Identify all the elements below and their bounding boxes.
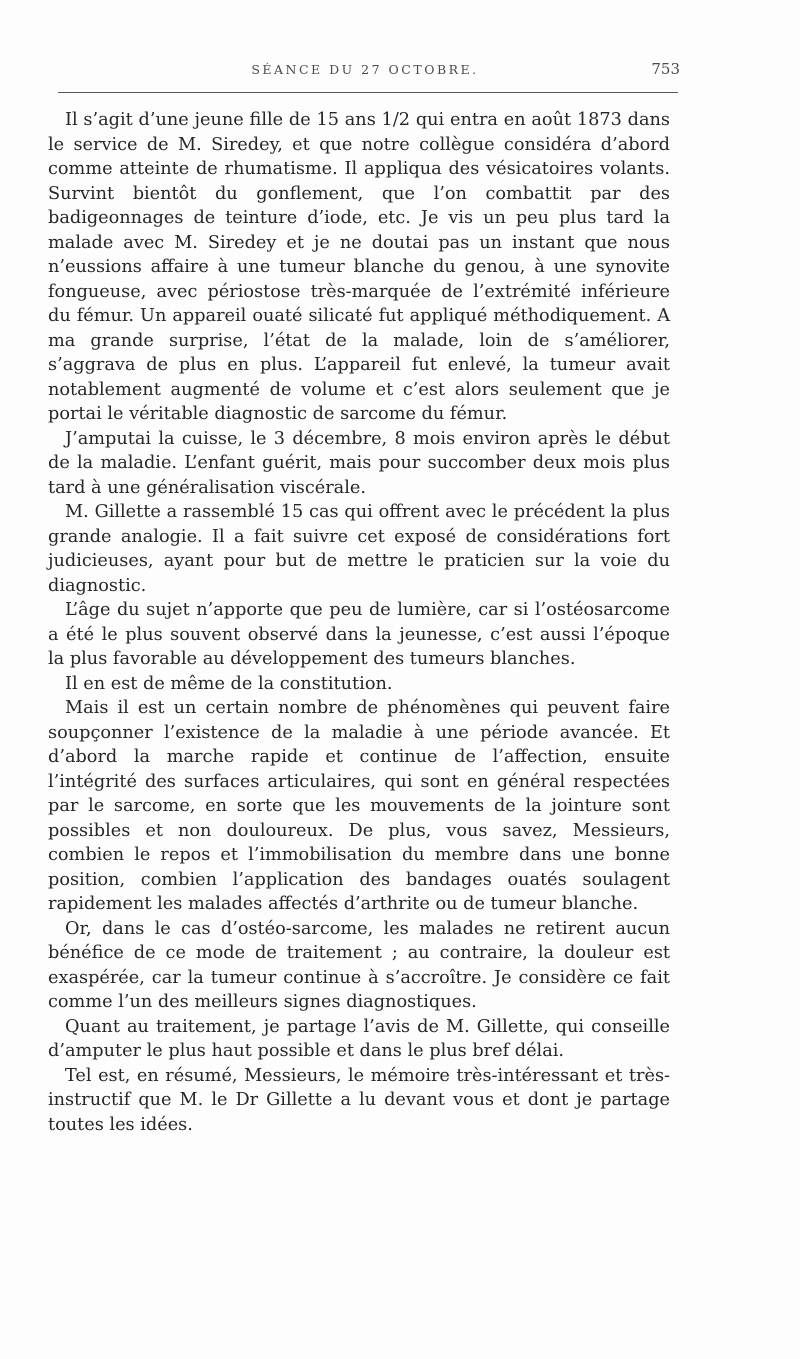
page-header xyxy=(50,58,680,84)
paragraph: Quant au traitement, je partage l’avis de M. Gillette, qui conseille d’amputer le plus haut possible et dans le plus bref délai. xyxy=(48,1016,670,1061)
paragraph: J’amputai la cuisse, le 3 décembre, 8 mois environ après le début de la maladie. L’enfant guérit, mais pour succomber deux mois plus tard à une généralisation viscérale. xyxy=(48,428,670,498)
paragraph: M. Gillette a rassemblé 15 cas qui offrent avec le précédent la plus grande analogie. Il a fait suivre cet exposé de considérations fort judicieuses, ayant pour but de mettre le praticien sur la voie du diagnostic. xyxy=(48,502,670,596)
paragraph: L’âge du sujet n’apporte que peu de lumière, car si l’ostéosarcome a été le plus souvent observé dans la jeunesse, c’est aussi l’époque la plus favorable au développement des tumeurs blanches. xyxy=(48,600,670,669)
paragraph: Il en est de même de la constitution. xyxy=(65,673,393,694)
paragraph: Il s’agit d’une jeune fille de 15 ans 1/2 qui entra en août 1873 dans le service de M. Siredey, et que notre collègue considéra d’abord comme atteinte de rhumatisme. Il appliqua des vésicatoires volants. Survint bientôt du gonflement, que l’on combattit par des badigeonnages de teinture d’iode, etc. Je vis un peu plus tard la malade avec M. Siredey et je ne doutai pas un instant que nous n’eussions affaire à une tumeur blanche du genou, à une synovite fongueuse, avec périostose très-marquée de l’extrémité inférieure du fémur. Un appareil ouaté silicaté fut appliqué méthodiquement. A ma grande surprise, l’état de la malade, loin de s’améliorer, s’aggrava de plus en plus. L’appareil fut enlevé, la tumeur avait notablement augmenté de volume et c’est alors seulement que je portai le véritable diagnostic de sarcome du fémur. xyxy=(48,110,670,424)
paragraph: Tel est, en résumé, Messieurs, le mémoire très-intéressant et très-instructif que M. le Dr Gillette a lu devant vous et dont je partage toutes les idées. xyxy=(48,1065,670,1135)
paragraph: Mais il est un certain nombre de phénomènes qui peuvent faire soupçonner l’existence de la maladie à une période avancée. Et d’abord la marche rapide et continue de l’affection, ensuite l’intégrité des surfaces articulaires, qui sont en général respectées par le sarcome, en sorte que les mouvements de la jointure sont possibles et non douloureux. De plus, vous savez, Messieurs, combien le repos et l’immobilisation du membre dans une bonne position, combien l’application des bandages ouatés soulagent rapidement les malades affectés d’arthrite ou de tumeur blanche. xyxy=(48,698,670,914)
header-rule xyxy=(58,92,678,93)
body-text xyxy=(48,108,670,1137)
paragraph: Or, dans le cas d’ostéo-sarcome, les malades ne retirent aucun bénéfice de ce mode de traitement ; au contraire, la douleur est exaspérée, car la tumeur continue à s’accroître. Je considère ce fait comme l’un des meilleurs signes diagnostiques. xyxy=(48,918,670,1012)
page-number: 753 xyxy=(651,60,680,78)
running-head: SÉANCE DU 27 OCTOBRE. xyxy=(251,62,479,77)
